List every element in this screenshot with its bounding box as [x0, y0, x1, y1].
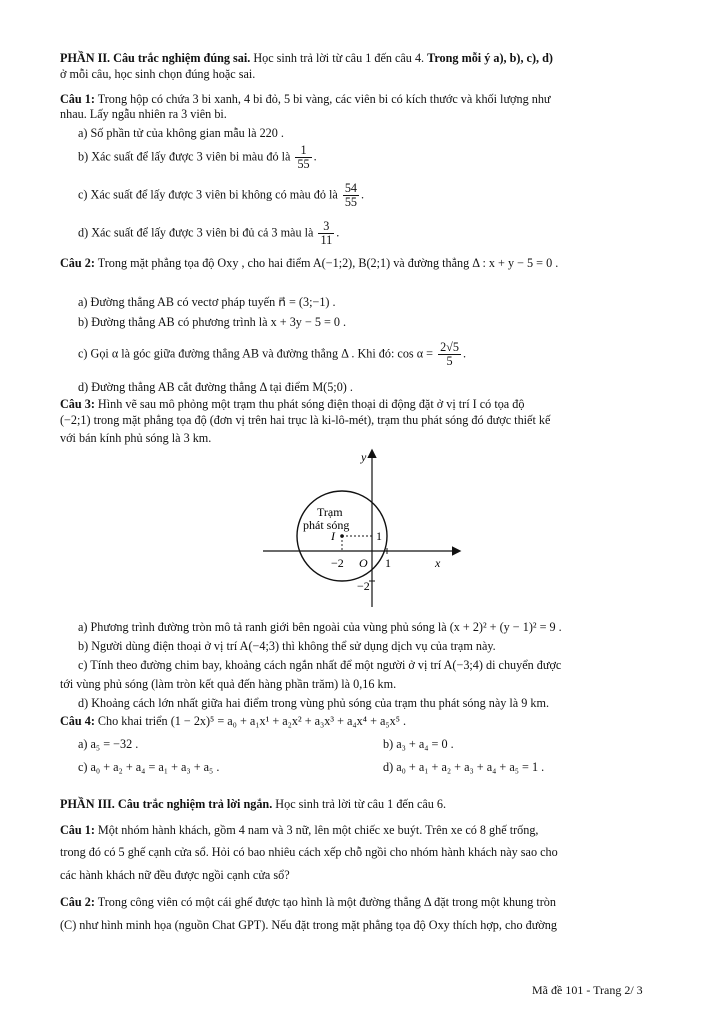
q3-option-a: a) Phương trình đường tròn mô tả ranh giới bên ngoài của vùng phủ sóng là (x + 2)² + (y − 1)² = 9 .: [78, 620, 562, 634]
coverage-figure: [255, 447, 465, 612]
tick-label-x-1: 1: [385, 556, 391, 570]
q2-c-den: 5: [446, 354, 453, 368]
q1-b-fraction: [295, 144, 311, 171]
station-label-2: phát sóng: [303, 518, 350, 532]
q4-option-a: a) a₅ = −32 .: [78, 737, 139, 751]
q1-label: Câu 1:: [60, 92, 95, 106]
q1-d-text: d) Xác suất để lấy được 3 viên bi đủ cả 3 màu là: [78, 225, 314, 240]
p3q1-label: Câu 1:: [60, 823, 95, 837]
part3-line: [60, 797, 446, 812]
page-footer: Mã đề 101 - Trang 2/ 3: [532, 983, 643, 997]
part2-intro: Học sinh trả lời từ câu 1 đến câu 4.: [250, 51, 428, 65]
q3-line1: [60, 397, 524, 412]
origin-label: O: [359, 556, 368, 570]
q1-option-a: a) Số phần tử của không gian mẫu là 220 .: [78, 126, 284, 140]
q3-text3: với bán kính phủ sóng là 3 km.: [60, 431, 212, 445]
q4-option-c: c) a₀ + a₂ + a₄ = a₁ + a₃ + a₅ .: [78, 760, 220, 774]
q2-c-num: 2√5: [440, 340, 459, 354]
q2-label: Câu 2:: [60, 256, 95, 270]
q1-d-fraction: [318, 220, 334, 247]
p3q2-text2: (C) như hình minh họa (nguồn Chat GPT). Nếu đặt trong mặt phẳng tọa độ Oxy thích hợp, cho đường: [60, 918, 557, 932]
q1-c-text: c) Xác suất để lấy được 3 viên bi không có màu đỏ là: [78, 187, 338, 202]
q2-option-d: d) Đường thẳng AB cắt đường thẳng Δ tại điểm M(5;0) .: [78, 380, 353, 394]
q3-text1: Hình vẽ sau mô phỏng một trạm thu phát sóng điện thoại di động đặt ở vị trí I có tọa độ: [94, 397, 525, 411]
q4-line: [60, 714, 406, 729]
q2-option-a: a) Đường thẳng AB có vectơ pháp tuyến n⃗ = (3;−1) .: [78, 295, 336, 309]
q1-b-den: 55: [297, 157, 310, 171]
q1-text2: nhau. Lấy ngẫu nhiên ra 3 viên bi.: [60, 107, 227, 121]
q3-option-c2: tới vùng phủ sóng (làm tròn kết quả đến hàng phần trăm) là 0,16 km.: [60, 677, 397, 691]
p3q1-text3: các hành khách nữ đều được ngồi cạnh cửa sổ?: [60, 868, 290, 882]
q1-d-den: 11: [320, 233, 333, 247]
y-axis-label: y: [361, 450, 367, 464]
q3-option-b: b) Người dùng điện thoại ở vị trí A(−4;3) thì không thể sử dụng dịch vụ của trạm này.: [78, 639, 496, 653]
part2-emphasis: Trong mỗi ý a), b), c), d): [427, 51, 553, 65]
q2-c-text: c) Gọi α là góc giữa đường thẳng AB và đường thẳng Δ . Khi đó: cos α =: [78, 346, 434, 361]
q1-option-d: d) Xác suất để lấy được 3 viên bi đủ cả 3 màu là $\frac{3}{11}$ .: [78, 219, 340, 247]
q1-c-den: 55: [344, 195, 358, 209]
station-label-1: Trạm: [317, 505, 343, 519]
part2-heading: PHẦN II. Câu trắc nghiệm đúng sai.: [60, 51, 251, 65]
q1-d-num: 3: [318, 220, 334, 234]
tick-label-x-neg2: −2: [331, 556, 344, 570]
q2-line: [60, 256, 558, 271]
p3q2-text1: Trong công viên có một cái ghế được tạo hình là một đường thẳng Δ đặt trong một khung tròn: [94, 895, 556, 909]
station-point: [340, 534, 344, 538]
q1-c-num: 54: [344, 181, 358, 195]
p3q2-line1: [60, 895, 556, 910]
q1-option-b: b) Xác suất để lấy được 3 viên bi màu đỏ là $\frac{1}{55}$ .: [78, 143, 317, 171]
q1-line1: [60, 92, 551, 107]
p3q2-label: Câu 2:: [60, 895, 95, 909]
q3-option-c1: c) Tính theo đường chim bay, khoảng cách ngắn nhất để một người ở vị trí A(−3;4) di chuyển được: [78, 658, 562, 672]
q4-label: Câu 4:: [60, 714, 95, 728]
p3q1-text2: trong đó có 5 ghế cạnh cửa sổ. Hỏi có bao nhiêu cách xếp chỗ ngồi cho nhóm hành khách này sao cho: [60, 845, 558, 859]
q4-text: Cho khai triển (1 − 2x)⁵ = a₀ + a₁x¹ + a₂x² + a₃x³ + a₄x⁴ + a₅x⁵ .: [94, 714, 407, 728]
q4-option-d: d) a₀ + a₁ + a₂ + a₃ + a₄ + a₅ = 1 .: [383, 760, 545, 774]
tick-label-y-neg2: −2: [357, 579, 370, 593]
p3q1-text1: Một nhóm hành khách, gồm 4 nam và 3 nữ, lên một chiếc xe buýt. Trên xe có 8 ghế trống,: [94, 823, 539, 837]
part3-intro: Học sinh trả lời từ câu 1 đến câu 6.: [272, 797, 447, 811]
q1-b-text: b) Xác suất để lấy được 3 viên bi màu đỏ là: [78, 149, 291, 164]
q2-option-b: b) Đường thẳng AB có phương trình là x + 3y − 5 = 0 .: [78, 315, 347, 329]
x-axis-label: x: [435, 556, 441, 570]
q3-text2: (−2;1) trong mặt phẳng tọa độ (đơn vị trên hai trục là ki-lô-mét), trạm thu phát sóng đó được thiết kế: [60, 413, 551, 427]
p3q1-line1: [60, 823, 538, 838]
q1-option-c: c) Xác suất để lấy được 3 viên bi không có màu đỏ là $\frac{54}{55}$ .: [78, 181, 365, 209]
point-label: I: [331, 529, 335, 543]
q3-option-d: d) Khoảng cách lớn nhất giữa hai điểm trong vùng phủ sóng của trạm thu phát sóng này là 9 km.: [78, 696, 549, 710]
q1-text1: Trong hộp có chứa 3 bi xanh, 4 bi đỏ, 5 bi vàng, các viên bi có kích thước và khối lượng như: [94, 92, 551, 106]
q2-text: Trong mặt phẳng tọa độ Oxy , cho hai điểm A(−1;2), B(2;1) và đường thẳng Δ : x + y − 5 = 0 .: [94, 256, 559, 270]
tick-label-y-1: 1: [376, 529, 382, 543]
q4-option-b: b) a₃ + a₄ = 0 .: [383, 737, 454, 751]
part2-heading-line: [60, 51, 553, 66]
part2-intro2: ở mỗi câu, học sinh chọn đúng hoặc sai.: [60, 67, 256, 81]
part3-heading: PHẦN III. Câu trắc nghiệm trả lời ngắn.: [60, 797, 273, 811]
q1-c-fraction: [343, 182, 359, 209]
q1-b-num: 1: [295, 144, 311, 158]
q3-label: Câu 3:: [60, 397, 95, 411]
q2-c-fraction: [438, 341, 461, 368]
q2-option-c: c) Gọi α là góc giữa đường thẳng AB và đường thẳng Δ . Khi đó: cos α = $\frac{2√5}{5}$ .: [78, 340, 466, 368]
